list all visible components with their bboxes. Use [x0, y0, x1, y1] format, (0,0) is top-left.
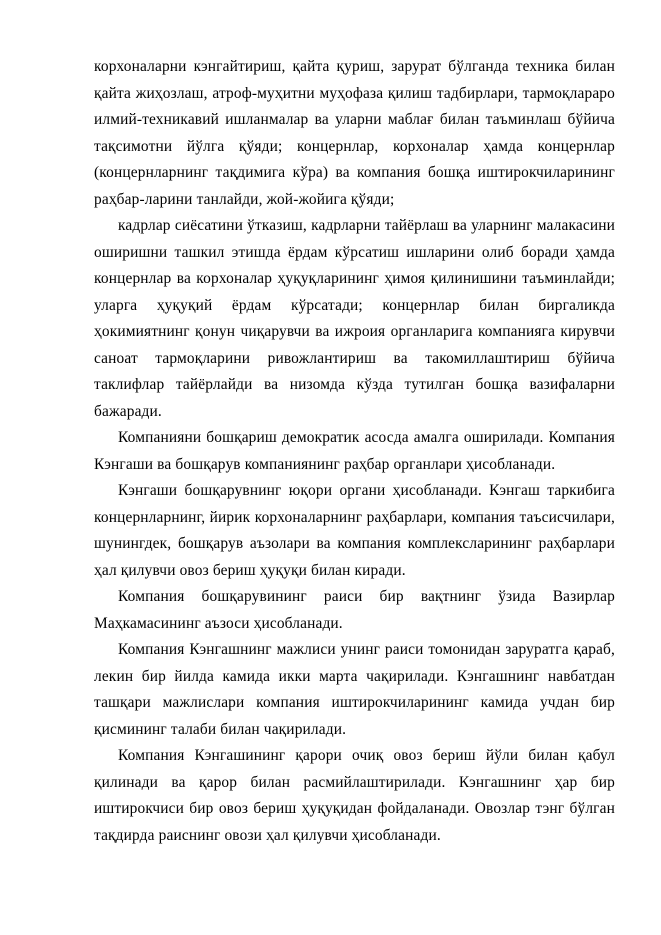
paragraph-2: кадрлар сиёсатини ўтказиш, кадрларни тайёрлаш ва уларнинг малакасини оширишни ташкил этишда ёрдам кўрсатиш ишларини олиб боради ҳамда концернлар ва корхоналар ҳуқуқларининг ҳимоя қилинишини таъминлайди; уларга ҳуқуқий ёрдам кўрсатади; концернлар билан биргаликда ҳокимиятнинг қонун чиқарувчи ва ижроия органларига компанияга кирувчи саноат тармоқларини ривожлантириш ва такомиллаштириш бўйича таклифлар тайёрлайди ва низомда кўзда тутилган бошқа вазифаларни бажаради. — [94, 217, 615, 420]
document-page — [94, 54, 615, 849]
paragraph-6: Компания Кэнгашнинг мажлиси унинг раиси томонидан заруратга қараб, лекин бир йилда камида икки марта чақирилади. Кэнгашнинг навбатдан ташқари мажлислари компания иштирокчиларининг камида учдан бир қисмининг талаби билан чақирилади. — [94, 641, 615, 738]
paragraph-1: корхоналарни кэнгайтириш, қайта қуриш, зарурат бўлганда техника билан қайта жиҳозлаш, атроф-муҳитни муҳофаза қилиш тадбирлари, тармоқлараро илмий-техникавий ишланмалар ва уларни маблағ билан таъминлаш бўйича тақсимотни йўлга қўяди; концернлар, корхоналар ҳамда концернлар (концернларнинг тақдимига кўра) ва компания бошқа иштирокчиларининг раҳбар-ларини танлайди, жой-жойига қўяди; — [94, 58, 615, 208]
paragraph-7: Компания Кэнгашининг қарори очиқ овоз бериш йўли билан қабул қилинади ва қарор билан расмийлаштирилади. Кэнгашнинг ҳар бир иштирокчиси бир овоз бериш ҳуқуқидан фойдаланади. Овозлар тэнг бўлган тақдирда раиснинг овози ҳал қилувчи ҳисобланади. — [94, 747, 615, 844]
paragraph-4: Кэнгаши бошқарувнинг юқори органи ҳисобланади. Кэнгаш таркибига концернларнинг, йирик корхоналарнинг раҳбарлари, компания таъсисчилари, шунингдек, бошқарув аъзолари ва компания комплексларининг раҳбарлари ҳал қилувчи овоз бериш ҳуқуқи билан киради. — [94, 482, 615, 579]
paragraph-5: Компания бошқарувининг раиси бир вақтнинг ўзида Вазирлар Маҳкамасининг аъзоси ҳисобланади. — [94, 588, 615, 632]
paragraph-3: Компанияни бошқариш демократик асосда амалга оширилади. Компания Кэнгаши ва бошқарув компаниянинг раҳбар органлари ҳисобланади. — [94, 429, 615, 473]
